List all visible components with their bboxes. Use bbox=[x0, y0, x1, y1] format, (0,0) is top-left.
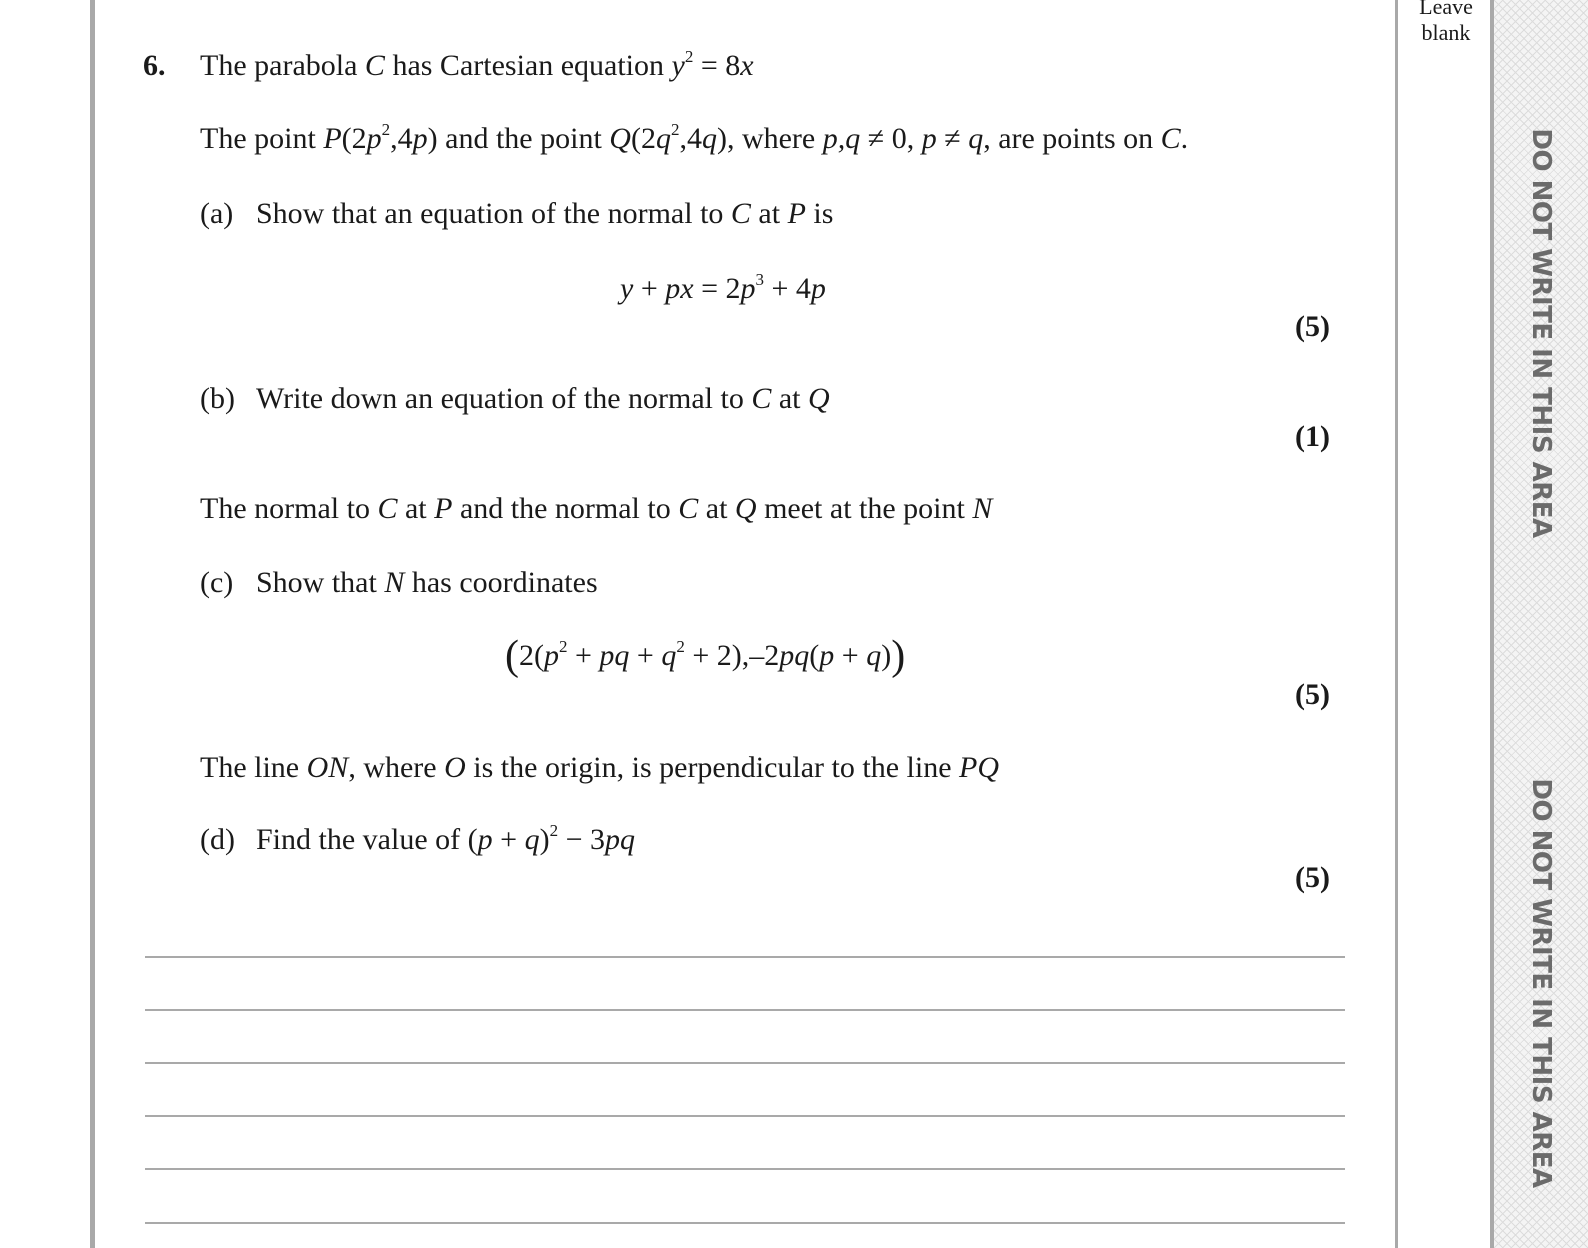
answer-line[interactable] bbox=[145, 1062, 1345, 1064]
question-number: 6. bbox=[143, 49, 166, 82]
part-d-marks: (5) bbox=[1295, 861, 1330, 894]
part-d-text: Find the value of $(p + q)^2 - 3pq$ bbox=[256, 821, 635, 856]
part-a-label: (a) bbox=[200, 197, 234, 230]
part-b-text: Write down an equation of the normal to C at Q bbox=[256, 382, 830, 415]
part-d-label: (d) bbox=[200, 823, 235, 856]
part-b-marks: (1) bbox=[1295, 420, 1330, 453]
part-a-equation: y + px = $2p^3 + 4p$ bbox=[620, 270, 826, 305]
answer-line[interactable] bbox=[145, 1115, 1345, 1117]
do-not-write-label-bottom: DO NOT WRITE IN THIS AREA bbox=[1526, 778, 1556, 1188]
part-a-marks: (5) bbox=[1295, 310, 1330, 343]
part-b-label: (b) bbox=[200, 382, 235, 415]
part-c-text: Show that N has coordinates bbox=[256, 566, 598, 599]
page-left-border bbox=[90, 0, 95, 1248]
answer-line[interactable] bbox=[145, 1222, 1345, 1224]
part-c-marks: (5) bbox=[1295, 678, 1330, 711]
leave-blank-line2: blank bbox=[1421, 20, 1471, 45]
normals-meet-statement: The normal to C at P and the normal to C at Q meet at the point N bbox=[200, 492, 993, 525]
answer-line[interactable] bbox=[145, 1168, 1345, 1170]
do-not-write-label-top: DO NOT WRITE IN THIS AREA bbox=[1526, 128, 1556, 538]
perpendicular-statement: The line ON, where O is the origin, is perpendicular to the line PQ bbox=[200, 751, 1000, 784]
answer-line[interactable] bbox=[145, 956, 1345, 958]
answer-line[interactable] bbox=[145, 1009, 1345, 1011]
part-c-label: (c) bbox=[200, 566, 234, 599]
leave-blank-label bbox=[1406, 0, 1486, 46]
leave-blank-line1: Leave bbox=[1419, 0, 1473, 19]
part-c-equation: ($2(p^2$ + pq + $q^2 + 2),-2pq(p + q)$) bbox=[505, 633, 906, 679]
margin-border bbox=[1395, 0, 1398, 1248]
points-statement: The point $P(2p^2,4p)$ and the point $Q(2q^2,4q)$, where p,q ≠ 0, p ≠ q, are points on C. bbox=[200, 120, 1189, 155]
part-a-text: Show that an equation of the normal to C at P is bbox=[256, 197, 834, 230]
question-intro: The parabola C has Cartesian equation $y^2 = 8x$ bbox=[200, 47, 754, 82]
